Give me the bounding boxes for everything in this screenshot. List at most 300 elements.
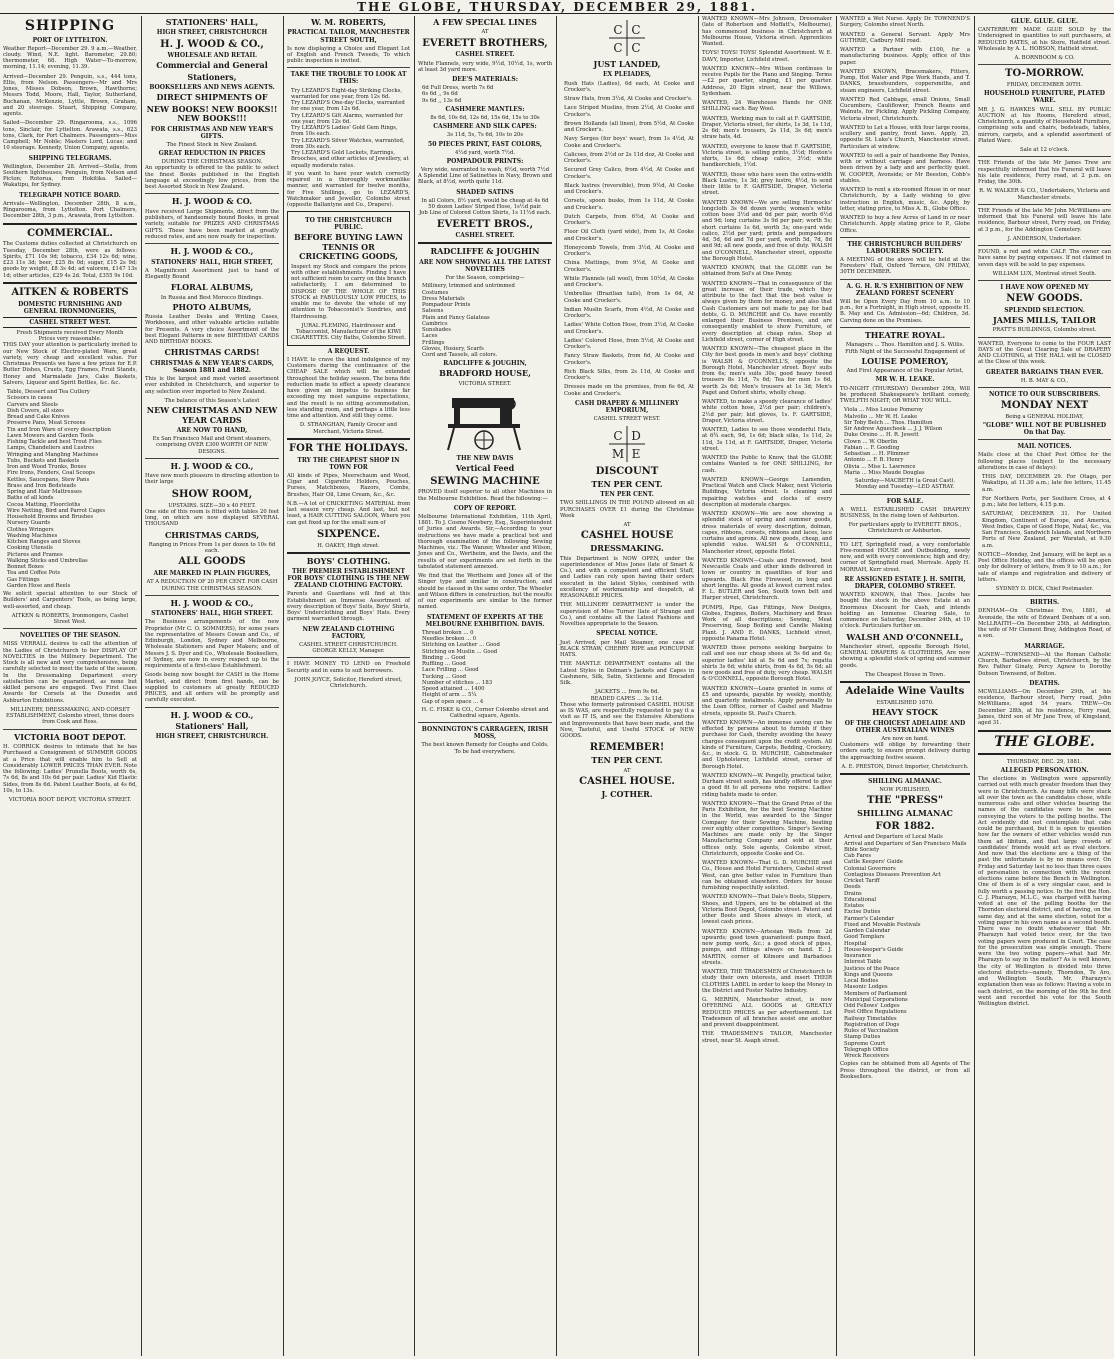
wanted-ad: WANTED a Wet Nurse. Apply Dr. TOWNEND'S Surgery, Colombo street North. bbox=[840, 16, 970, 29]
show-room: SHOW ROOM, bbox=[171, 488, 253, 500]
aitken-list-item: Bread and Cake Knives bbox=[7, 414, 70, 421]
mantle-text: THE MANTLE DEPARTMENT contains all the Latest Styles in Dolman's Jackets and Capes in Cashmere, Silk, Satin, Sicilienne and Brocaded Silk. bbox=[560, 661, 694, 687]
cooke-list bbox=[560, 81, 694, 397]
ex-pleiades: EX PLEIADES, bbox=[602, 71, 652, 79]
aitken-list-item: Walking Sticks and Umbrellas bbox=[7, 557, 88, 564]
new-davis: THE NEW DAVIS bbox=[456, 455, 514, 463]
christmas-cards: CHRISTMAS CARDS! bbox=[164, 347, 260, 358]
almanac-list-item: Justices of the Peace bbox=[844, 965, 900, 972]
copy-report: COPY OF REPORT. bbox=[453, 504, 517, 512]
almanac-list-item: Cab Fares bbox=[844, 853, 872, 860]
walsh-heading: WALSH AND O'CONNELL, bbox=[846, 631, 964, 642]
money-text: I HAVE MONEY TO LEND on Freehold Security and in sums to suit borrowers. bbox=[287, 661, 410, 674]
masthead: THE GLOBE, THURSDAY, DECEMBER 29, 1881. bbox=[0, 0, 1114, 14]
almanac-list-item: Kings and Queens bbox=[844, 971, 893, 978]
aitken-list bbox=[3, 389, 137, 589]
shipping-telegrams-heading: SHIPPING TELEGRAMS. bbox=[28, 154, 112, 162]
everett-heading-2: EVERETT BROS., bbox=[436, 218, 534, 230]
radcliffe-list bbox=[418, 283, 552, 358]
showroom-text: One side of this room is fitted with tables 20 feet long, on which are now displayed SEVERAL THOUSAND bbox=[145, 508, 279, 528]
wanted-ad: WANTED KNOWN—Artesian Wells from 2d upwards; good town guaranteed: pumps fixed, new pump work, &c.; a good stock of pipes, pumps, and fittings always on hand. E. J. MARTIN, corner of Kilmore and Barbadoes streets. bbox=[702, 928, 832, 966]
almanac-list-item: House-keeper's Guide bbox=[844, 946, 904, 953]
dress-list-item: 6d Full Dress, worth 7s 6d bbox=[422, 85, 494, 92]
now-published: NOW PUBLISHED, bbox=[879, 787, 931, 794]
cast-list-item: Sir Toby Belch ... Thos. Hamilton bbox=[844, 419, 933, 426]
dressmaking-heading: DRESSMAKING. bbox=[590, 543, 664, 554]
the-globe-heading: THE GLOBE. bbox=[978, 730, 1111, 755]
pieces-heading: 50 PIECES PRINT, FAST COLORS, bbox=[428, 140, 542, 148]
fleming-signature: JURAL FLEMING, Hairdresser and Tobacconist, Manufacturer of the KIWI CIGARETTES. City Baths, Colombo Street. bbox=[291, 322, 406, 342]
wanted-ad: WANTED KNOWN—Coals and Firewood, best Newcastle Coals and other kinds delivered in town or country in quantities of four and upwards. Black Pine Firewood, in long and short lengths. All goods at lowest current rates. F. L. BUTLER and Son, South town belt and Harper street, Christchurch. bbox=[702, 557, 832, 602]
aitken-list-item: Preserve Pans, Meat Screens bbox=[7, 420, 86, 427]
wanted-ad: WANTED KNOWN—That in consequence of the great increase of their trade, which they attribute to the fact that the best value is always given by them for money, and also that Cash Customers are not made to pay for bad debts, G. D. MURCHIE and Co. have recently enlarged their Business Premises, and are consequently enabled to show Furniture, of every description at cheap rates. Shop at Lichfield street, corner of High street. bbox=[702, 280, 832, 343]
stitch-list-item: Lace Frilling ... Good bbox=[422, 667, 479, 674]
almanac-list-item: Insurance bbox=[844, 953, 871, 960]
tonight-text: TO-NIGHT (THURSDAY) December 29th, Will be produced Shakespeare's brilliant comedy, TWELFTH NIGHT; OR WHAT YOU WILL. bbox=[840, 385, 970, 405]
cast-list-item: Sir Andrew Aguecheek ... J. J. Wilson bbox=[844, 426, 943, 433]
cooke-line-item: Rush Hats (Ladies), 6d each, At Cooke and Crocker's. bbox=[564, 80, 694, 93]
cdme-monogram-letter: M bbox=[611, 447, 625, 462]
cash-drapery-address: CASHEL STREET WEST. bbox=[593, 415, 661, 422]
cast-list-item: Olivia ... Miss L. Lawrence bbox=[844, 463, 916, 470]
cooke-line-item: Ladies' Colored Hose, from 5½d, At Cooke and Crocker's. bbox=[564, 337, 694, 351]
mail-notices-heading: MAIL NOTICES. bbox=[1017, 443, 1072, 451]
almanac-list-item: Wreck Receivers bbox=[844, 1053, 890, 1060]
wood-heading-5: H. J. WOOD & CO., bbox=[170, 597, 254, 608]
trew-notice: THE Friends of the late Mr James Trew are respectfully informed that his Funeral will leave his late residence, Ferry road, at 2 p.m. on Friday, the 30th. bbox=[978, 160, 1111, 186]
lezard-list-item: Try LEZARD'S One-day Clocks, warranted for one year, from 12s 6d. bbox=[291, 100, 405, 113]
to-let-text: TO LET, Springfield road, a very comfortable Five-roomed HOUSE and Outbuilding, newly new, and with every convenience; high and dry; corner of Springfield road, Merivale. Apply H. MORRAH, Kerr street. bbox=[840, 541, 970, 573]
stitch-list-item: Stitching on Muslin ... Good bbox=[422, 648, 498, 655]
stitch-list-item: Number of stitches ... 183 bbox=[422, 679, 493, 686]
aitken-list-item: Dish Covers, all sizes bbox=[7, 407, 65, 414]
cdme-monogram-letter: D bbox=[631, 429, 641, 444]
lezard-list-item: Try LEZARD'S Gold Lockets, Earrings, Brooches, and other articles of Jewellery, at equally moderate rates. bbox=[291, 150, 409, 169]
aitken-heading: AITKEN & ROBERTS bbox=[11, 286, 129, 298]
meeting-text: A MEETING of the above will be held at the Foresters' Hall, Oxford Terrace, ON FRIDAY, 30TH DECEMBER. bbox=[840, 256, 970, 276]
finest-stock: The Finest Stock in New Zealand. bbox=[166, 141, 258, 148]
fleming-heading: TO THE CHRISTCHURCH PUBLIC. bbox=[305, 217, 392, 232]
at-label: AT bbox=[481, 29, 489, 36]
oakey-signature: H. OAKEY, High street. bbox=[317, 542, 380, 549]
special-notice-text: Just Arrived, per Mail Steamer, one case of BLACK STRAW, CHERRY RIPE and PORCUPINE HATS. bbox=[560, 639, 694, 659]
wanted-ad: WANTED KNOWN—That G. D. MURCHIE and Co., House and Hotel Furnishers, Cashel street West, can give better value in Furniture than can be obtained elsewhere. Orders for house furnishing respectfully solicited. bbox=[702, 860, 832, 891]
wanted-ad: WANTED to sell a pair of handsome Bay Ponies, with or without carriage and harness. Have been driven by a lady and are perfectly quiet. W. COOPER, Avonside; or Mr Beeston, Cobb's stables. bbox=[840, 152, 970, 184]
walker-signature: R. W. WALKER & CO., Undertakers, Victoria and Manchester streets. bbox=[979, 188, 1110, 201]
macbeth-text: Saturday—MACBETH (a Great Cast). bbox=[854, 478, 956, 485]
port-heading: PORT OF LYTTELTON. bbox=[32, 36, 108, 44]
request-signature: D. STRANGHAN, Family Grocer and Merchant, Victoria Street. bbox=[299, 422, 398, 435]
wood-sub-5: STATIONERS' HALL, HIGH STREET. bbox=[151, 610, 273, 618]
exhibition-heading: A. G. H. R.'S EXHIBITION OF NEW ZEALAND FOREST SCENERY bbox=[846, 282, 964, 297]
roberts-text: Is now displaying a Choice and Elegant Lot of English and French Tweeds, To which public inspection is invited. bbox=[287, 45, 410, 65]
stitch-list-item: Binding ... Good bbox=[422, 654, 466, 661]
sewing-machine-illustration bbox=[418, 390, 552, 452]
wood-heading-2: H. J. WOOD & CO. bbox=[171, 196, 253, 207]
wanted-ad: WANTED to Let a House, with four large rooms, scullery and pantry, front lawn. Apply, 25, opposite St. Luke's Church, Manchester street. Particulars at window. bbox=[840, 124, 970, 150]
cooke-line-item: Honeycomb Towels, from 3½d, At Cooke and Crocker's. bbox=[564, 244, 694, 258]
novelties-heading: NOVELTIES OF THE SEASON. bbox=[19, 632, 121, 640]
pompadour-text: Very wide, warranted to wash, 6½d, worth 7½d bbox=[420, 166, 550, 173]
cooke-line-item: Calicoes, from 2½d or 2s 11d doz, At Cooke and Crocker's. bbox=[564, 151, 694, 165]
request-heading: A REQUEST. bbox=[327, 347, 370, 355]
dick-signature: SYDNEY D. DICK, Chief Postmaster. bbox=[995, 586, 1094, 593]
mail-list-item: For Northern Ports, per Southern Cross, at 4 p.m.; late fee letters, 4.15 p.m. bbox=[982, 495, 1111, 509]
holidays-text: All kinds of Pipes, Meerschaum and Wood, Cigar and Cigarette Holders, Pouches, Purses, Matchboxes, Razors, Combs, Brushes, Hair Oil, Lime Cream, &c., &c. bbox=[287, 472, 410, 498]
mail-list-item: SATURDAY, DECEMBER 31. For United Kingdom, Continent of Europe, and America, West Indies, Cape of Good Hope, Natal, &c., via San Francisco, Sandwich Islands, and Northern Ports of New Zealand, per Waratah, at 9.30 a.m. bbox=[982, 511, 1111, 549]
mail-text: Mails close at the Chief Post Office for the following places (subject to the necessary alterations in case of delays): bbox=[978, 452, 1111, 471]
deaths-heading: DEATHS. bbox=[1029, 679, 1060, 687]
lezard-text: If you want to have your watch correctly repaired in a thoroughly workmanlike manner, and warranted for twelve months, for Five Shillings, go to LEZARD'S, Watchmaker and Jeweller, Colombo street (opposite Ballantyne and Co., Drapers). bbox=[287, 170, 410, 208]
sewing-machine-heading: SEWING MACHINE bbox=[430, 475, 540, 487]
aitken-list-item: Fishing Tackle and best Trout Flies bbox=[7, 439, 102, 446]
radcliffe-list-item: Costumes bbox=[422, 289, 449, 296]
stitch-list-item: Gap of open space ... 4 bbox=[422, 698, 484, 705]
fleming-before: BEFORE BUYING LAWN TENNIS OR CRICKETING GOODS, bbox=[294, 232, 403, 262]
radcliffe-list-item: Sateens bbox=[422, 308, 444, 315]
almanac-list-item: Farmer's Calendar bbox=[844, 915, 895, 922]
almanac-list-item: Excise Duties bbox=[844, 909, 881, 916]
aitken-list-item: Cocoa Matting, Floorcloths bbox=[7, 501, 81, 508]
patronized-text: Those who formerly patronised CASHEL HOUSE as IS WAS, are respectfully requested to pay it a visit as IT IS, and see the Extensive Alterations and Improvements that have been made, and the New, Tasteful, and Useful STOCK of NEW GOODS. bbox=[560, 701, 694, 740]
aitken-list-item: Clothes Wringers bbox=[7, 526, 54, 533]
stitch-list-item: Ruffling ... Good bbox=[422, 661, 466, 668]
floral-sub: In Russia and Best Morocco Bindings. bbox=[160, 294, 264, 301]
stitch-list-item: Needles broken ... 0 bbox=[422, 636, 477, 643]
xmas-cards-2: CHRISTMAS CARDS, bbox=[164, 529, 260, 540]
wood-booksellers: BOOKSELLERS AND NEWS AGENTS. bbox=[149, 84, 275, 92]
wood-sub: WHOLESALE AND RETAIL bbox=[167, 52, 257, 60]
aitken-list-item: Lamps, Chandeliers and Lustres bbox=[7, 445, 94, 452]
marked-plain: ARE MARKED IN PLAIN FIGURES, bbox=[153, 570, 271, 578]
holidays-heading: FOR THE HOLIDAYS. bbox=[289, 442, 408, 454]
great-reduction: GREAT REDUCTION IN PRICES bbox=[158, 150, 266, 158]
satinette-text: A Splendid Line of Satinettes in Navy, Brown and Black, at 8½d, worth quite 11d. bbox=[418, 173, 552, 186]
bradford-address: VICTORIA STREET. bbox=[458, 380, 512, 387]
boys-clothing-heading: BOYS' CLOTHING. bbox=[306, 555, 391, 566]
are-now-2: Are now on hand. bbox=[881, 735, 929, 742]
wanted-ad: WANTED KNOWN—Mrs Johnson, Dressmaker (late of Robertson and Moffatt's, Melbourne), has commenced business in Christchurch at Melbourne House, Victoria street. Apprentices Wanted. bbox=[702, 16, 832, 47]
glue-text: CANTERBURY MADE GLUE SOLD by the Undersigned in quantities to suit purchasers, at REDUCED RATES, at his Store, Hatfield street. Wholesale by A. L. HOBSON, Hatfield street. bbox=[978, 27, 1111, 52]
report-text-2: We find that the Wertheim and Jones all of the Singer type and similar in construction, and should be classed in the same order. The Wheeler and Wilson differs in construction, but the results of our experiments are similar to the former named. bbox=[418, 573, 552, 611]
tuesday-text: Monday and Tuesday—LED ASTRAY. bbox=[855, 484, 955, 491]
aitken-list-item: Brass and Iron Bedsteads bbox=[7, 482, 76, 489]
cc-monogram-letter: C bbox=[631, 41, 641, 55]
telegraph-arrivals: Arrivals—Wellington, December 28th, 8 a.m., Ringarooma, from Lyttelton. Port Chalmers, December 28th, 3 p.m., Arawata, from Lyttelton. bbox=[3, 200, 137, 220]
wood-commercial: Commercial and General bbox=[156, 60, 268, 71]
shipping-heading: SHIPPING bbox=[24, 18, 116, 34]
cdme-monogram-letter: E bbox=[631, 447, 641, 462]
column-7 bbox=[837, 16, 973, 1356]
radcliffe-list-item: Sunshades bbox=[422, 327, 451, 333]
stitch-list-item: Thread broken ... 0 bbox=[422, 629, 474, 636]
radcliffe-list-item: Laces bbox=[422, 333, 438, 340]
telegraph-heading: TELEGRAPH NOTICE BOARD. bbox=[19, 191, 121, 199]
commercial-text: The Customs duties collected at Christchurch on Tuesday, December 28th, were as follows: Spirits, £71 10s 9d; tobacco, £34 12s 6d; wine, £23 11s 3d; beer, £25 8s 0d; sugar, £15 2s 9d; goods by weight, £8 3s 4d; ad valorem, £147 13s 1d; other articles, £29 4s 2d. Total, £355 9s 10d. bbox=[3, 241, 137, 279]
wanted-ad: WANTED KNOWN—That the Grand Prize of the Paris Exhibition, for the best Sewing Machine in the World, was awarded to the Singer Company for their Sewing Machine, beating over eighty other competitors. Singer's Sewing Machines are made only by the Singer Manufacturing Company and sold at their offices only. Sole agents, Colombo street, Christchurch, opposite Cooke and Co. bbox=[702, 800, 832, 857]
walsh-sub: The Cheapest House in Town. bbox=[864, 671, 946, 678]
flannels-text: White Flannels, very wide, 9½d, 10½d, 1s, worth at least 3d yard more. bbox=[418, 60, 552, 73]
almanac-list-item: Supreme Court bbox=[844, 1040, 886, 1047]
opened-heading: I HAVE NOW OPENED MY bbox=[1000, 284, 1089, 292]
radcliffe-heading: RADCLIFFE & JOUGHIN bbox=[430, 246, 540, 257]
wood-heading: H. J. WOOD & CO., bbox=[160, 38, 264, 50]
household-heading: HOUSEHOLD FURNITURE, PLATED WARE. bbox=[984, 90, 1105, 105]
wanted-ads bbox=[702, 16, 832, 1044]
column-4 bbox=[415, 16, 555, 1356]
article-text: The elections in Wellington were apparently carried out with much greater freedom than they were in Christchurch. As many bills were stuck all over the town as the candidates chose, while numerous cabs and other vehicles bearing the names of the candidates were to be seen conveying the voters to the polling booths. The Act evidently did not contemplate that cabs could be purchased, but it is open to question how far the owners of other vehicles would run them ad libitum, and that large crowds of candidates' friends would act as rival electors. And now that the elections are a thing of the past the unfortunate is by no means over. On Friday and Saturday last no less than three cases of personation in connection with the recent elections came before the Bench in Wellington. One of them is of a very singular case, and is fully worth a passing notice. In the first the Hon. C. J. Pharazyn, M.L.C., was charged with having voted at one of the polling booths for the Thorndon electoral district, and of having, on the same day, and at the same election, voted for a voting paper in his own name as a second booth. There was no doubt whatsoever that Mr. Pharazyn had voted twice over, for the two voting papers were produced in Court. The case for the prosecution was simple enough. There were the two voting papers—what had Mr. Pharazyn to say in the matter? As is well known, the city of Wellington is divided into three electoral districts—namely, Thorndon, Te Aro, and Wellington South. Mr. Pharazyn's explanation then was as follows: Having a vote in each district, on the morning of the 9th he first went and recorded his vote for the South Wellington district. bbox=[978, 776, 1111, 1008]
novelties-text: MISS VERRALL desires to call the attention of the Ladies of Christchurch to her DISPLAY OF NOVELTIES in the Millinery Department. The Stock is all new and very comprehensive, being carefully selected to meet the taste of the season. In the Dressmaking Department every satisfaction can be guaranteed, as none but skilled persons are engaged. Two First Class Awards for Corsets at the Dunedin and Ashburton Exhibitions. bbox=[3, 641, 137, 704]
aitken-list-item: Pictures and Frames bbox=[7, 551, 63, 558]
almanac-list-item: Registration of Dogs bbox=[844, 1021, 900, 1028]
wanted-ad: WANTED, everyone to know that F. GARTSIDE, Victoria street, is selling prints, 3½d; Hoxton's shirts, 1s 6d; cheap calico, 3½d; white handkerchiefs, 1½d. bbox=[702, 143, 832, 169]
cooke-line-item: Fancy Straw Baskets, from 6d, At Cooke and Crocker's. bbox=[564, 353, 694, 366]
theatre-managers: Managers ... Thos. Hamilton and J. S. Willis. bbox=[845, 342, 965, 349]
cc-monogram-letter: C bbox=[613, 23, 623, 37]
almanac-list-item: Railway Timetables bbox=[844, 1015, 897, 1022]
wanted-ad: WANTED KNOWN—We are selling Hermocks' longcloth 3s 6d dozen yards; women's white cotton hose 3½d and 6d per pair, worth 6½d and 9d; long curtains 3s 9d per pair; worth 5s; short curtains 1s 6d, worth 3s; one-yard wide calico, 2½d per yard; prints and pompadours 4d, 5d, 6d and 7d per yard, worth 5d, 7d, 8d and 9d; all new goods, and free of duty. WALSH and O'CONNELL, Manchester street, opposite the Borough Hotel. bbox=[702, 199, 832, 262]
cast-list-item: Malvolio ... Mr W. H. Leake bbox=[844, 413, 918, 420]
wood-addr-6: HIGH STREET, CHRISTCHURCH. bbox=[155, 733, 269, 741]
sixpence: SIXPENCE. bbox=[316, 528, 380, 540]
holidays-note: N.B.—A lot of CRICKETING MATERIAL from last season very cheap. And last, but not least, a HAIR CUTTING SALOON, Where you can get fixed up for the small sum of bbox=[287, 500, 410, 526]
aitken-list-item: Iron and Wood Trunks, Boxes bbox=[7, 464, 87, 471]
radcliffe-list-item: Cord and Tassels, all colors. bbox=[422, 352, 498, 358]
ten-per-cent-2: TEN PER CENT. bbox=[600, 491, 654, 499]
aitken-text: THIS DAY your attention is particularly invited to our New Stock of Electro-plated Ware, great variety, very cheap and excellent value. For Christmas Presents we have a few prizes for E.P. Butter Dishes, Cruets, Egg Frames, Fruit Stands, Honey and Marmalade Jars, Cake Baskets, Salvers, Liqueur and Spirit Bottles, &c. &c. bbox=[3, 342, 137, 386]
pieces-text: 4½d yard, worth 7½d. bbox=[454, 149, 516, 156]
cast-list-item: Duke Orsino ... H. R. Jewett bbox=[844, 432, 919, 439]
leake-name: MR W. H. LEAKE. bbox=[875, 376, 935, 384]
clearing-sale-text: WANTED, Everyone to come to the FOUR LAST DAYS of the Great Clearing Sale of DRAPERY AND CLOTHING, at THE HALL will be CLOSED at the Close of this week. bbox=[978, 340, 1111, 366]
aitken-fresh: Fresh Shipments received Every Month bbox=[16, 329, 124, 336]
fleming-text: Inspect my Stock and compare the prices with other establishments. Finding I have not sufficient room to carry on this branch satisfactorily, I am determined to DISPOSE OF THE WHOLE OF THIS STOCK at FABULOUSLY LOW PRICES, to enable me to devote the whole of my attention to Tobacconist's Sundries, and Hairdressing. bbox=[291, 263, 406, 320]
adelaide-text: Customers will oblige by forwarding their orders early, to ensure prompt delivery during the approaching festive season. bbox=[840, 742, 970, 761]
shilling-almanac-heading: SHILLING ALMANAC. bbox=[868, 778, 942, 786]
wanted-ad: WANTED, to make a speedy clearance of ladies' white cotton hose, 2½d per pair; children's, 2½d per pair; kid gloves, 1s. F. GARTSIDE, Draper, Victoria street. bbox=[702, 399, 832, 424]
just-landed: JUST LANDED, bbox=[593, 59, 661, 69]
wood-text-3: A Magnificent Assortment just to hand of Elegantly Bound bbox=[145, 267, 279, 280]
roberts-sub: PRACTICAL TAILOR, MANCHESTER STREET SOUTH, bbox=[287, 29, 410, 44]
gloves-text: 50 dozen Ladies' Striped Hose, 1s½d pair. bbox=[428, 204, 542, 211]
wood-heading-6: H. J. WOOD & CO., bbox=[170, 709, 254, 720]
alleged-heading: ALLEGED PERSONATION. bbox=[1000, 767, 1089, 775]
greater-bargains: GREATER BARGAINS THAN EVER. bbox=[985, 368, 1104, 376]
aitken-list-item: Scissors in cases bbox=[7, 395, 53, 402]
sale-text: MR J. G. HAWKES WILL SELL BY PUBLIC AUCTION at his Rooms, Hereford street, Christchurch, a quantity of Household Furniture, comprising sofa and chairs, bedsteads, tables, mirrors, carpets, and a splendid assortment of Plated Ware. bbox=[978, 106, 1111, 144]
shilling-almanac-2: SHILLING ALMANAC bbox=[857, 808, 953, 819]
bradford-house: BRADFORD HOUSE, bbox=[439, 368, 531, 379]
almanac-list bbox=[840, 834, 970, 1059]
ten-per-cent-3: TEN PER CENT. bbox=[591, 755, 663, 766]
aitken-list-item: Tin and Iron Ware of every description bbox=[7, 426, 111, 433]
almanac-list-item: Masonic Lodges bbox=[844, 984, 888, 991]
radcliffe-list-item: Dress Materials bbox=[422, 295, 465, 302]
radcliffe-list-item: Millinery, trimmed and untrimmed bbox=[422, 283, 515, 290]
wanted-ad: WANTED KNOWN—George Lamenden, Practical Watch and Clock Maker, next Victoria Buildings, Victoria street. Is cleaning and repairing watches and clocks of every description at moderate charges. bbox=[702, 476, 832, 508]
births-heading: BIRTHS. bbox=[1029, 599, 1060, 607]
russia-text: Russia Leather Desks and Writing Cases, Workboxes, and other valuable articles suitable for Presents. A very choice Assortment of the best Elegant Patterns in new BIRTHDAY CARDS AND BIRTHDAY BOOKS. bbox=[145, 314, 279, 346]
notice-heading: NOTICE TO OUR SUBSCRIBERS. bbox=[988, 391, 1101, 398]
column-8 bbox=[975, 16, 1114, 1356]
wanted-ad: WANTED, 24 Warehouse Hands for ONE SHILLING each. Bay Wool. bbox=[702, 100, 832, 113]
stationers-heading: STATIONERS' HALL, bbox=[165, 17, 259, 27]
report-text: Melbourne International Exhibition, 11th April, 1881. To J. Cosmo Newbery, Esq., Superintendent of Juries and Awards. Sir,—According to your instructions we have made a practical test and thorough examination of the following Sewing Machines, viz.: The Wanzer, Wheeler and Wilson, Jones and Co., Wertheim, and the Davis, and the results of our experiments are set forth in the tabulated statement annexed. bbox=[418, 513, 552, 570]
wanted-ad: WANTED to buy a few Acres of Land in or near Christchurch. Apply stating price to P., Globe Office. bbox=[840, 215, 970, 234]
aitken-list-item: Garden Hose and Reels bbox=[7, 582, 71, 589]
almanac-list-item: Deeds bbox=[844, 884, 861, 891]
almanac-list-item: Rules of Vaccination bbox=[844, 1028, 899, 1035]
aitken-list-item: Gas Fittings bbox=[7, 576, 40, 583]
births-text: DENHAM—On Christmas Eve, 1881, at Avonside, the wife of Edward Denham of a son. McLLRAITH—On December 25th, at Addington, the wife of Mr Clement Bray, Addington Road, of a son. bbox=[978, 608, 1111, 640]
dress-list bbox=[418, 85, 552, 104]
cashel-house-2: CASHEL HOUSE. bbox=[579, 775, 675, 787]
almanac-list-item: Odd Fellows' Lodges bbox=[844, 1003, 900, 1010]
request-text: I HAVE to crave the kind indulgence of my Customers during the continuance of the CHEAP SALE which will be extended throughout the holiday season. The bona fide reduction made to effect a speedy clearance have given an impetus to business far exceeding my most sanguine expectations, and the result is no sitting accommodation, less standing room, and perhaps a little less time and attention. And still they come. bbox=[287, 356, 410, 420]
mills-heading: JAMES MILLS, TAILOR bbox=[992, 314, 1097, 325]
business-text-2: Goods being now bought for CASH in the Home Market, and direct from first hands, can be supplied to customers at greatly REDUCED PRICES, and all orders will be promptly and carefully executed. bbox=[145, 672, 279, 704]
premier-text: Parents and Guardians will find at this Establishment an Immense Assortment of every description of Boys' Suits, Boys' Shirts, Boys' Underclothing and Boys' Hats. Every garment warranted through. bbox=[287, 591, 410, 623]
capes-price: BEADED CAPES ... 3s 11d. bbox=[590, 695, 664, 702]
cooke-line-item: Floor Oil Cloth (yard wide), from 1s, At Cooke and Crocker's. bbox=[564, 229, 694, 242]
for-sale-heading: FOR SALE. bbox=[886, 497, 924, 505]
at-label-3: AT bbox=[623, 767, 631, 774]
wood-sub-6: Stationers' Hall, bbox=[175, 721, 249, 732]
floral-albums: FLORAL ALBUMS, bbox=[170, 282, 254, 293]
everett-heading: EVERETT BROTHERS, bbox=[422, 37, 548, 49]
wanted-ad: WANTED the Public to Know, that the GLOBE contains Wanted is for ONE SHILLING, for cash. bbox=[702, 455, 832, 474]
aitken-list-item: Cooking Utensils bbox=[7, 545, 53, 552]
wanted-ad: WANTED, those who have seen the extra-width Black Lustre, 1s 3d; grey lustre, 6½d, to send their little to F. GARTSIDE, Draper, Victoria street. bbox=[702, 171, 832, 197]
mail-list-item: THIS DAY, DECEMBER 29. For Otago, per Wakatipu, at 11.30 a.m.; late fee letters, 11.45 a.m. bbox=[982, 474, 1111, 493]
all-goods: ALL GOODS bbox=[178, 556, 246, 568]
arrivals-report: Arrived—December 29. Penguin, s.s., 444 tons, Ellis, from Nelson. Passengers—Mr and Mrs Jones, Misses Dobson, Brown, Hawthorne; Messrs Todd, Moore, Hall, Taylor, Sutherland, Buchanan, McKenzie, Lyttle, Brown, Graham, and 20 steerage. Stuart, Shipping Company, agents. bbox=[3, 73, 137, 118]
new-goods-heading: NEW GOODS. bbox=[1006, 293, 1083, 305]
new-books: NEW BOOKS! NEW BOOKS!! NEW BOOKS!!! bbox=[146, 103, 278, 124]
wanted-ad: WANTED a General Servant. Apply Mrs GUTHRIE, Cadbury Mill road. bbox=[840, 31, 970, 44]
assigned-text: WANTED KNOWN, that Thos. Jacobs has bought the stock in the above Estate at an Enormous Discount for Cash, and intends holding an Immense Clearing Sale, to commence on Saturday, December 24th, at 10 o'clock. Particulars further on. bbox=[840, 592, 970, 630]
jobline-text: Job Line of Colored Cotton Shirts, 1s 11½d each. bbox=[419, 210, 551, 217]
commercial-heading: COMMERCIAL. bbox=[27, 227, 113, 239]
fleming-box bbox=[287, 211, 410, 345]
almanac-list-item: Stamp Duties bbox=[844, 1034, 881, 1041]
marriage-heading: MARRIAGE. bbox=[1024, 642, 1065, 650]
aitken-list-item: Fire Irons, Fenders, Coal Scoops bbox=[7, 470, 95, 477]
kelly-signature: GEORGE KELLY, Manager. bbox=[312, 648, 385, 655]
upstairs: UPSTAIRS. SIZE—30 x 40 FEET. bbox=[168, 502, 256, 509]
aitken-list-item: Nursery Guards bbox=[7, 520, 51, 527]
assigned-heading: RE ASSIGNED ESTATE J. H. SMITH, DRAPER, COLOMBO STREET. bbox=[844, 575, 966, 590]
found-notice: FOUND, a red and white CALF. The owner can have same by paying expenses. If not claimed in seven days will be sold to pay expenses. bbox=[978, 249, 1111, 268]
radcliffe-list-item: Pompadour Prints bbox=[422, 302, 471, 308]
almanac-list-item: Good Templars bbox=[844, 934, 885, 941]
cooke-line-item: Brown Hollands (all linen), from 5½d, At Cooke and Crocker's. bbox=[564, 120, 694, 134]
balance-text: The balance of this Season's Latest bbox=[164, 397, 260, 404]
cashel-house: CASHEL HOUSE bbox=[580, 530, 674, 542]
lezard-list-item: Try LEZARD'S Ladies' Gold Gem Rings, from 10s each. bbox=[291, 125, 398, 138]
cooke-line-item: Secured Grey Calico, from 4½d, At Cooke and Crocker's. bbox=[564, 167, 694, 180]
cards-text: This is the largest and most varied assortment ever exhibited in Christchurch, and superior to any selection ever imported to New Zealand. bbox=[145, 376, 279, 395]
ranging-text: Ranging in Prices From 1s per dozen to 10s 6d each. bbox=[148, 541, 276, 555]
aitken-list-item: Bonnet Boxes bbox=[7, 564, 44, 571]
aitken-list-item: Wire Netting, Bird and Parrot Cages bbox=[7, 507, 106, 514]
wanted-ad: WANTED KNOWN, that the GLOBE can be obtained from Sol's at One Penny. bbox=[702, 265, 832, 278]
almanac-list-item: Cattle Keepers' Guide bbox=[844, 859, 903, 866]
wanted-ad: WANTED, Ladies to see those wonderful Hats, at 6¾ each, 9d, 1s 6d; black silks, 1s 11d, 2s 11d, 3s 11d, at F. GARTSIDE, Draper, Victoria street. bbox=[702, 427, 832, 452]
deaths-text: MCWILLIAMS—On December 29th, at his residence, Barbour street, Ferry road, John McWilliams, aged 54 years. TREW—On December 28th, at his residence, Ferry road, James, third son of Mr Jane Trew, of Kingsland, aged 31. bbox=[978, 688, 1111, 727]
cooke-line-item: China Mattings, from 9½d, At Cooke and Crocker's. bbox=[564, 260, 694, 273]
almanac-list-item: Contagious Diseases Prevention Act bbox=[844, 871, 942, 878]
nzcf-heading: NEW ZEALAND CLOTHING FACTORY, bbox=[302, 625, 395, 640]
wellington-report: Wellington, December 28. Arrived—Stella, from Southern lighthouses; Penguin, from Nelson and Picton; Rotorua, from Hokitika. Sailed—Wakatipu, for Sydney. bbox=[3, 163, 137, 189]
aitken-list-item: Baths of all kinds bbox=[7, 495, 54, 502]
opportunity-text: An opportunity is offered to the public to select the finest Books published in the English language at exceedingly low prices, from the best Assorted Stock in New Zealand. bbox=[145, 165, 279, 191]
wanted-ad: WANTED KNOWN—An immense saving can be effected by persons about to furnish if they purchase for Cash, thereby avoiding the heavy charges consequent upon the credit system. All kinds of Furniture, Carpets, Bedding, Crockery, &c., in stock. G. D. MURCHIE, Cabinetmaker and Upholsterer, Lichfield street, corner of Borough Hotel. bbox=[702, 719, 832, 770]
business-text: The Business arrangements of the new Proprietor (Mr C. O. SOMMERS), for some years the representative of Messrs Cowan and Co., of Edinburgh, London, Sydney and Melbourne, Wholesale Stationers and Paper Makers; and of Messrs J. S. Dyer and Co., Wholesale Booksellers, of Sydney, are now in every respect up to the requirements of a first-class Establishment. bbox=[145, 619, 279, 670]
aitken-list-item: Washing Machines bbox=[7, 532, 58, 539]
wanted-ad: PUMPS, Pipe, Gas Fittings, New Designs, Globes, Engines, Boilers, Machinery and Brass Work of all descriptions; Sewing, Meat Preserving, Soap Boiling and Candle Making Plant. J. AND E. DANKS, Lichfield street, opposite Panama Hotel. bbox=[702, 604, 832, 642]
special-lines-heading: A FEW SPECIAL LINES bbox=[433, 17, 537, 27]
radcliffe-list-item: Gloves, Hosiery, Scarfs bbox=[422, 345, 484, 352]
pompadour-heading: POMPADOUR PRINTS: bbox=[446, 157, 524, 165]
wood-heading-3: H. J. WOOD & CO., bbox=[170, 246, 254, 257]
wanted-ad: WANTED KNOWN—W. Pengelly, practical tailor, Durham street south, has kindly offered to give a good fit to all persons who require. Ladies' riding habits made to order. bbox=[702, 772, 832, 798]
statement-heading: STATEMENT OF EXPERTS AT THE MELBOURNE EXHIBITION. DAVIS. bbox=[425, 613, 545, 628]
wood-stationers: Stationers, bbox=[187, 71, 237, 82]
sailed-report: Sailed—December 29. Ringarooma, s.s., 1096 tons, Sinclair, for Lyttelton. Arawata, s.s., 623 tons, Clark, for Port Chalmers. Passengers—Miss Campbell; Mr Noble; Masters Lord, Lucas; and 10 steerage. Kennedy, Union Company, agents. bbox=[3, 120, 137, 152]
novelties-sub: MILLINERY, DRESSMAKING, AND CORSET ESTABLISHMENT, Colombo street, three doors from Cook and Ross. bbox=[6, 706, 134, 726]
almanac-list-item: Post Office Regulations bbox=[844, 1009, 907, 1016]
choicest-text: OF THE CHOICEST ADELAIDE AND OTHER AUSTRALIAN WINES bbox=[844, 719, 966, 734]
established-text: ESTABLISHED 1870. bbox=[876, 699, 934, 706]
nzcf-address: CASHEL STREET CHRISTCHURCH. bbox=[299, 641, 398, 648]
aitken-list-item: Spring and Hair Mattresses bbox=[7, 489, 82, 496]
column-6 bbox=[699, 16, 835, 1356]
lezard-list bbox=[287, 88, 410, 169]
cast-list-item: Fabian ... F. Gooding bbox=[844, 444, 900, 451]
victoria-signature: VICTORIA BOOT DEPOT, VICTORIA STREET. bbox=[8, 797, 132, 804]
anderson-signature: J. ANDERSON, Undertaker. bbox=[1007, 235, 1082, 242]
radcliffe-season: For the Season, comprising— bbox=[445, 275, 525, 281]
column-3 bbox=[284, 16, 413, 1356]
cast-list-item: Clown ... W. Oberlin bbox=[844, 438, 898, 445]
preston-signature: A. E. PRESTON, Direct Importer, Christchurch. bbox=[841, 763, 969, 770]
wanted-ad: WANTED, Working man to call at F. GARTSIDE, Draper, Victoria street, for shirts, 1s 3d, 1s 11d, 2s 6d; men's trousers, 2s 11d, 3s 6d; men's straw hats, 4d. bbox=[702, 115, 832, 141]
lux-signature: WILLIAM LUX, Montreal street South. bbox=[992, 270, 1097, 277]
cast-list-item: Viola ... Miss Louise Pomeroy bbox=[844, 407, 923, 414]
wanted-ad: WANTED Red Cabbage, small Onions, Small Cucumbers, Cauliflower, French Beans and Walnuts, for Pickling. Apply Pickling Company, Victoria street, Christchurch. bbox=[840, 96, 970, 122]
glue-heading: GLUE. GLUE. GLUE. bbox=[1011, 18, 1078, 25]
wanted-ad: WANTED KNOWN, Bracemakers, Fitters, Pump, Hot Water and Pipe Work Hands, and T. DANKS, brassfounders, coppersmiths, and steam engineers, Lichfield street. bbox=[840, 68, 970, 94]
wanted-ad: WANTED to rent a six-roomed House in or near Christchurch, by a Lady wishing to give instruction in English, music, &c. Apply, by letter, stating price, to Miss A. B., Globe Office. bbox=[840, 187, 970, 212]
dress-list-item: 6s 6d ,, 9s 6d bbox=[422, 91, 458, 98]
lezard-heading: TAKE THE TROUBLE TO LOOK AT THIS: bbox=[290, 71, 407, 86]
aitken-list-item: Lawn Mowers and Garden Tools bbox=[7, 432, 94, 439]
adelaide-heading: Adelaide Wine Vaults bbox=[845, 686, 965, 698]
cc-monogram-letter: C bbox=[631, 23, 641, 37]
stationers-address: HIGH STREET, CHRISTCHURCH bbox=[156, 29, 268, 37]
globe-not-published: "GLOBE" WILL NOT BE PUBLISHED On that Day. bbox=[982, 422, 1107, 437]
almanac-list-item: Members of Parliament bbox=[844, 990, 908, 997]
cooke-line-item: Dutch Carpets, from 6½d, At Cooke and Crocker's. bbox=[564, 213, 694, 227]
davis-signature: H. C. FISKE & CO., Corner Colombo street and Cathedral square, Agents. bbox=[421, 706, 549, 720]
stitch-list-item: Stitching on Leather ... Good bbox=[422, 642, 500, 649]
two-shillings: TWO SHILLINGS IN THE POUND allowed on all PURCHASES OVER £1 during the Christmas Week bbox=[560, 500, 694, 519]
wood-sub-3: STATIONERS' HALL, HIGH STREET, bbox=[151, 258, 273, 266]
everett-address: CASHEL STREET. bbox=[455, 51, 515, 59]
aitken-list-item: Household Brooms and Brushes bbox=[7, 514, 94, 521]
ten-per-cent: TEN PER CENT. bbox=[591, 478, 663, 489]
